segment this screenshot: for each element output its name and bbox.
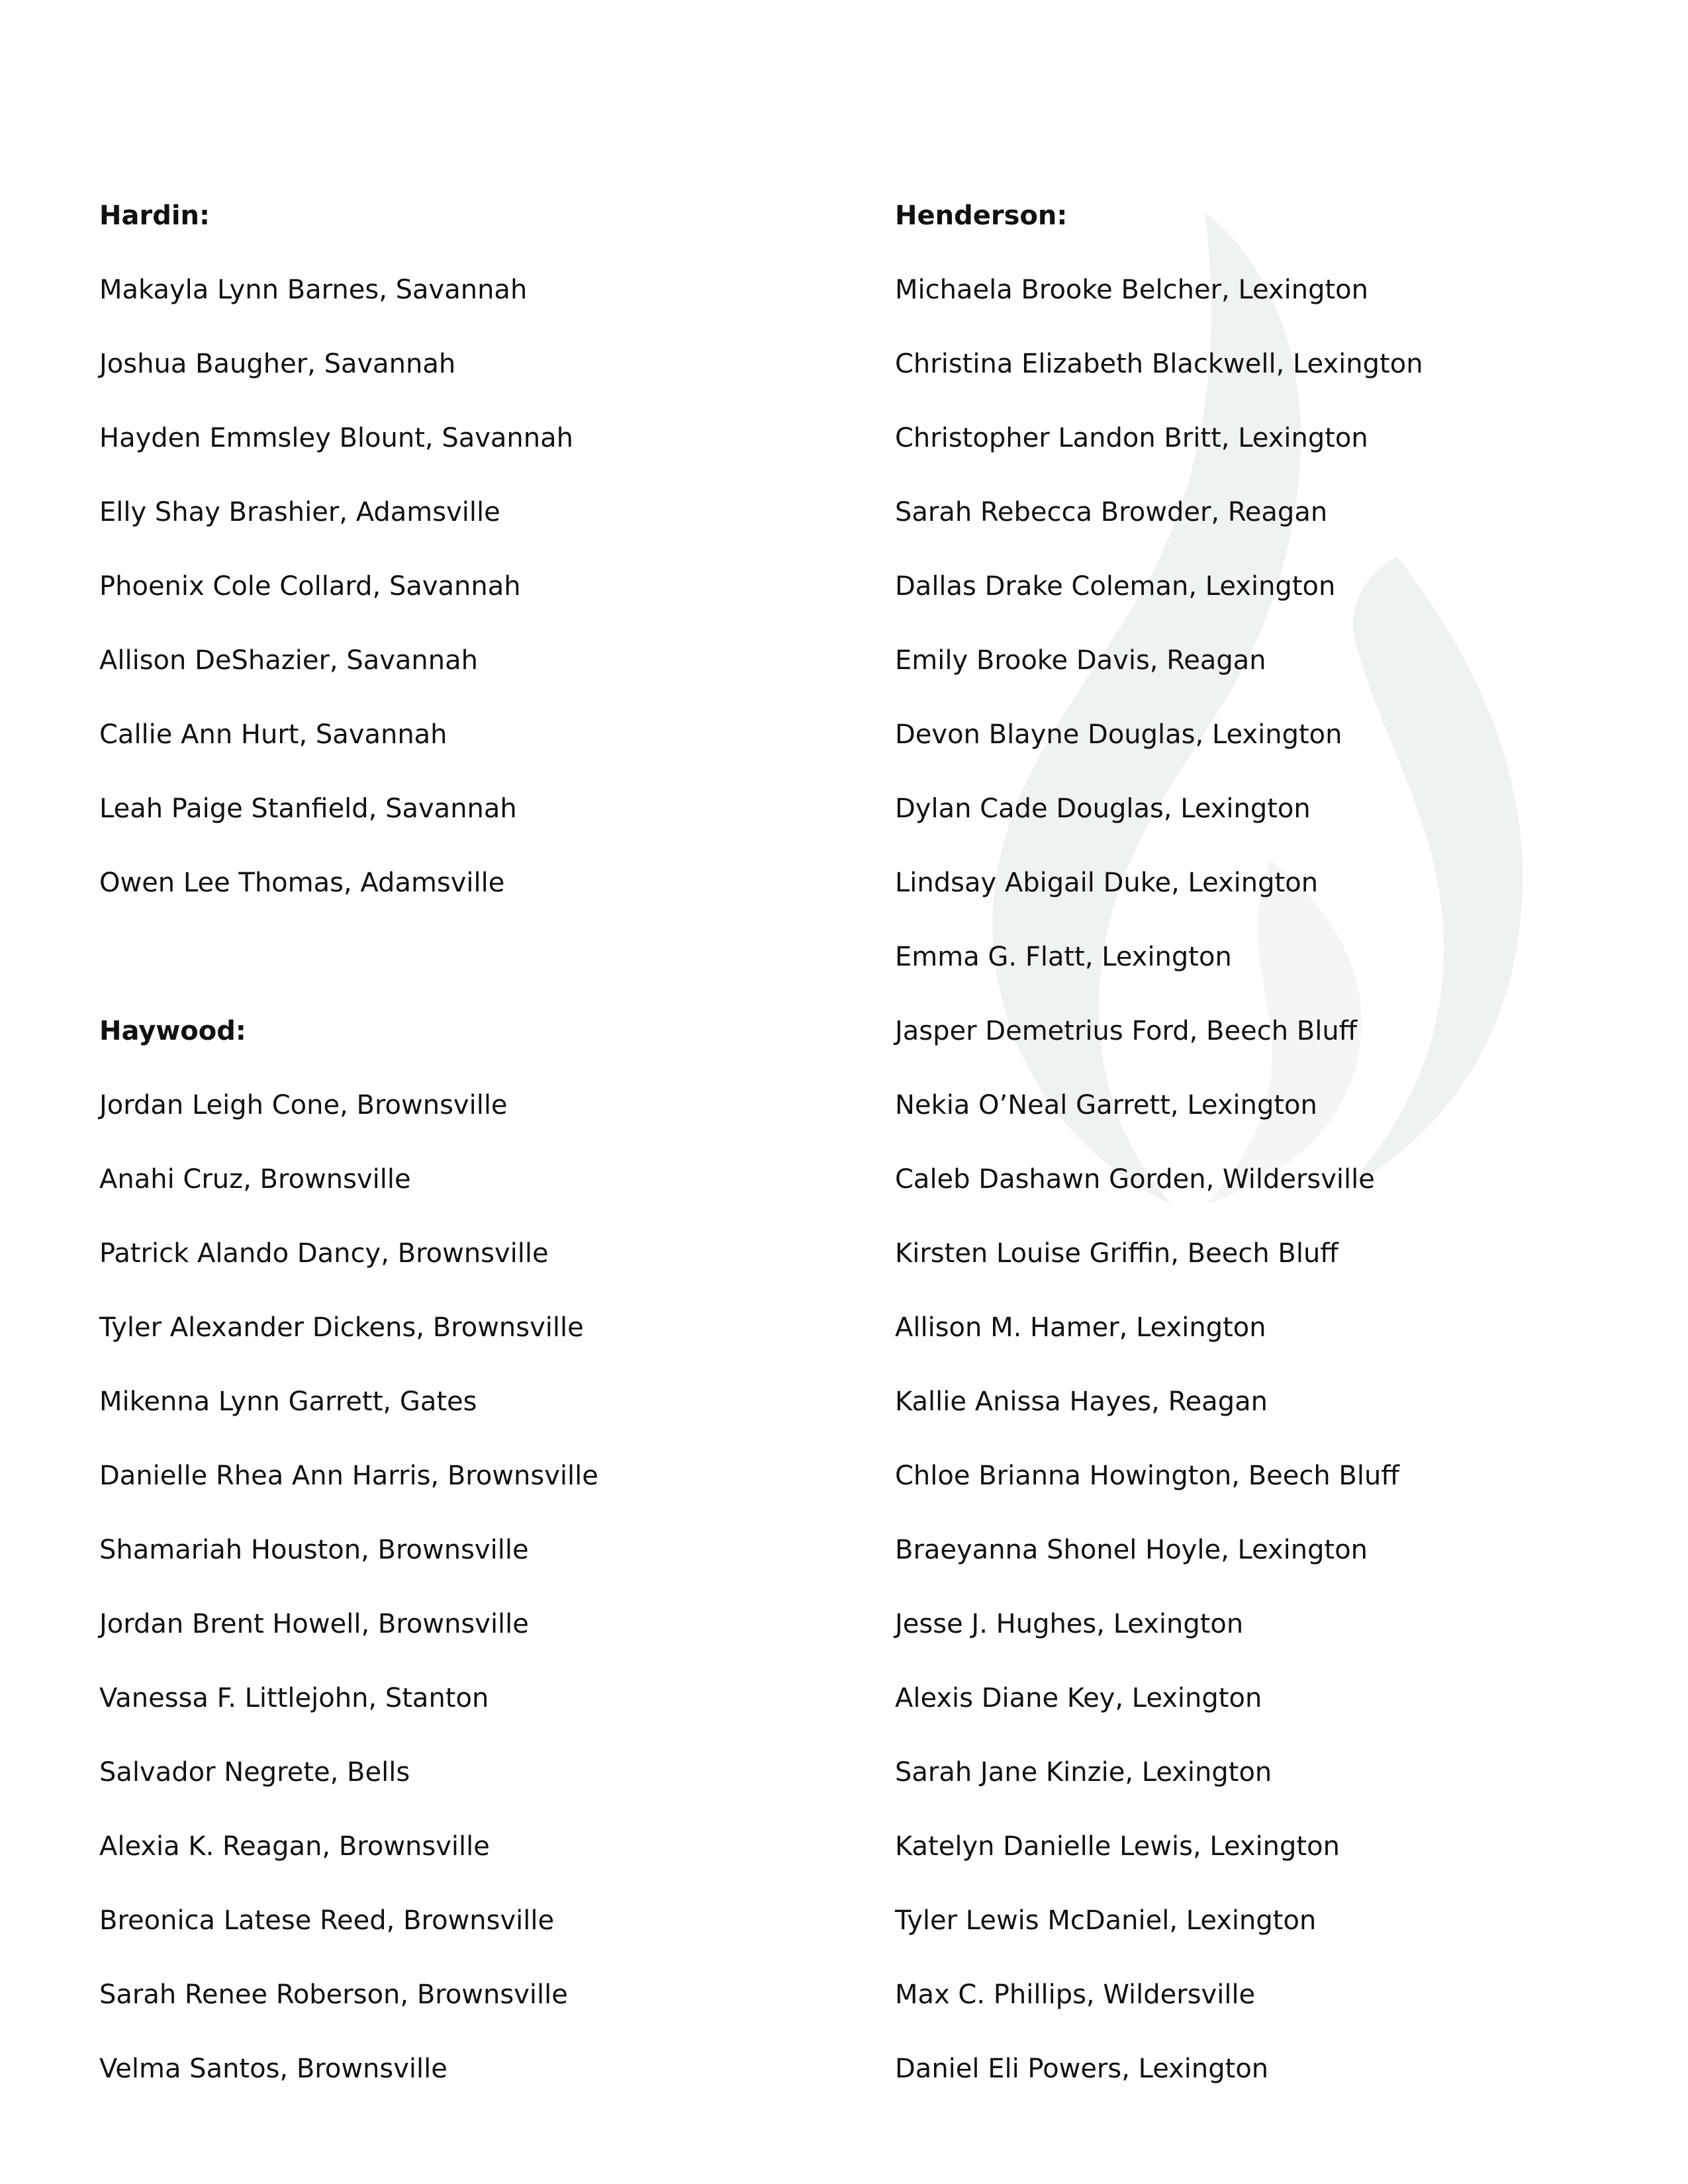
- list-item: Salvador Negrete, Bells: [99, 1757, 410, 1788]
- list-item: Allison DeShazier, Savannah: [99, 645, 478, 676]
- list-item: Daniel Eli Powers, Lexington: [895, 2054, 1269, 2084]
- list-item: Sarah Renee Roberson, Brownsville: [99, 1979, 568, 2010]
- list-item: Phoenix Cole Collard, Savannah: [99, 571, 521, 602]
- list-item: Shamariah Houston, Brownsville: [99, 1535, 529, 1565]
- list-item: Alexia K. Reagan, Brownsville: [99, 1831, 490, 1862]
- county-heading-henderson: Henderson:: [895, 201, 1068, 231]
- list-item: Alexis Diane Key, Lexington: [895, 1683, 1262, 1713]
- list-item: Lindsay Abigail Duke, Lexington: [895, 868, 1319, 898]
- henderson-name-list: [895, 253, 1656, 2106]
- list-item: Dallas Drake Coleman, Lexington: [895, 571, 1336, 602]
- list-item: Callie Ann Hurt, Savannah: [99, 719, 447, 750]
- haywood-name-list: [99, 1068, 861, 2106]
- list-item: Makayla Lynn Barnes, Savannah: [99, 275, 528, 305]
- list-item: Christina Elizabeth Blackwell, Lexington: [895, 349, 1423, 379]
- list-item: Patrick Alando Dancy, Brownsville: [99, 1238, 549, 1269]
- list-item: Kallie Anissa Hayes, Reagan: [895, 1387, 1268, 1417]
- list-item: Jordan Leigh Cone, Brownsville: [99, 1090, 508, 1120]
- left-column: [99, 179, 861, 2106]
- list-item: Caleb Dashawn Gorden, Wildersville: [895, 1164, 1375, 1195]
- list-item: Vanessa F. Littlejohn, Stanton: [99, 1683, 489, 1713]
- list-item: Allison M. Hamer, Lexington: [895, 1312, 1266, 1343]
- list-item: Mikenna Lynn Garrett, Gates: [99, 1387, 477, 1417]
- list-item: Jordan Brent Howell, Brownsville: [99, 1609, 529, 1639]
- list-item: Max C. Phillips, Wildersville: [895, 1979, 1256, 2010]
- list-item: Braeyanna Shonel Hoyle, Lexington: [895, 1535, 1368, 1565]
- list-item: Katelyn Danielle Lewis, Lexington: [895, 1831, 1340, 1862]
- hardin-name-list: [99, 253, 861, 920]
- list-item: Jesse J. Hughes, Lexington: [895, 1609, 1244, 1639]
- list-item: Breonica Latese Reed, Brownsville: [99, 1905, 555, 1936]
- list-item: Emma G. Flatt, Lexington: [895, 942, 1232, 972]
- list-item: Joshua Baugher, Savannah: [99, 349, 456, 379]
- list-item: Sarah Jane Kinzie, Lexington: [895, 1757, 1272, 1788]
- list-item: Devon Blayne Douglas, Lexington: [895, 719, 1342, 750]
- list-item: Kirsten Louise Griffin, Beech Bluff: [895, 1238, 1338, 1269]
- list-item: Leah Paige Stanfield, Savannah: [99, 794, 517, 824]
- list-item: Sarah Rebecca Browder, Reagan: [895, 497, 1328, 527]
- list-item: Velma Santos, Brownsville: [99, 2054, 447, 2084]
- list-item: Christopher Landon Britt, Lexington: [895, 423, 1368, 453]
- list-item: Nekia O’Neal Garrett, Lexington: [895, 1090, 1317, 1120]
- list-item: Tyler Lewis McDaniel, Lexington: [895, 1905, 1317, 1936]
- list-item: Owen Lee Thomas, Adamsville: [99, 868, 505, 898]
- list-item: Hayden Emmsley Blount, Savannah: [99, 423, 573, 453]
- list-item: Chloe Brianna Howington, Beech Bluff: [895, 1461, 1399, 1491]
- list-item: Tyler Alexander Dickens, Brownsville: [99, 1312, 584, 1343]
- county-heading-haywood: Haywood:: [99, 1016, 246, 1046]
- list-item: Anahi Cruz, Brownsville: [99, 1164, 411, 1195]
- list-item: Michaela Brooke Belcher, Lexington: [895, 275, 1368, 305]
- county-heading-hardin: Hardin:: [99, 201, 211, 231]
- right-column: [895, 179, 1656, 2106]
- section-spacer: [99, 920, 861, 994]
- list-item: Danielle Rhea Ann Harris, Brownsville: [99, 1461, 598, 1491]
- list-item: Emily Brooke Davis, Reagan: [895, 645, 1266, 676]
- list-item: Jasper Demetrius Ford, Beech Bluff: [895, 1016, 1358, 1046]
- list-item: Dylan Cade Douglas, Lexington: [895, 794, 1311, 824]
- list-item: Elly Shay Brashier, Adamsville: [99, 497, 500, 527]
